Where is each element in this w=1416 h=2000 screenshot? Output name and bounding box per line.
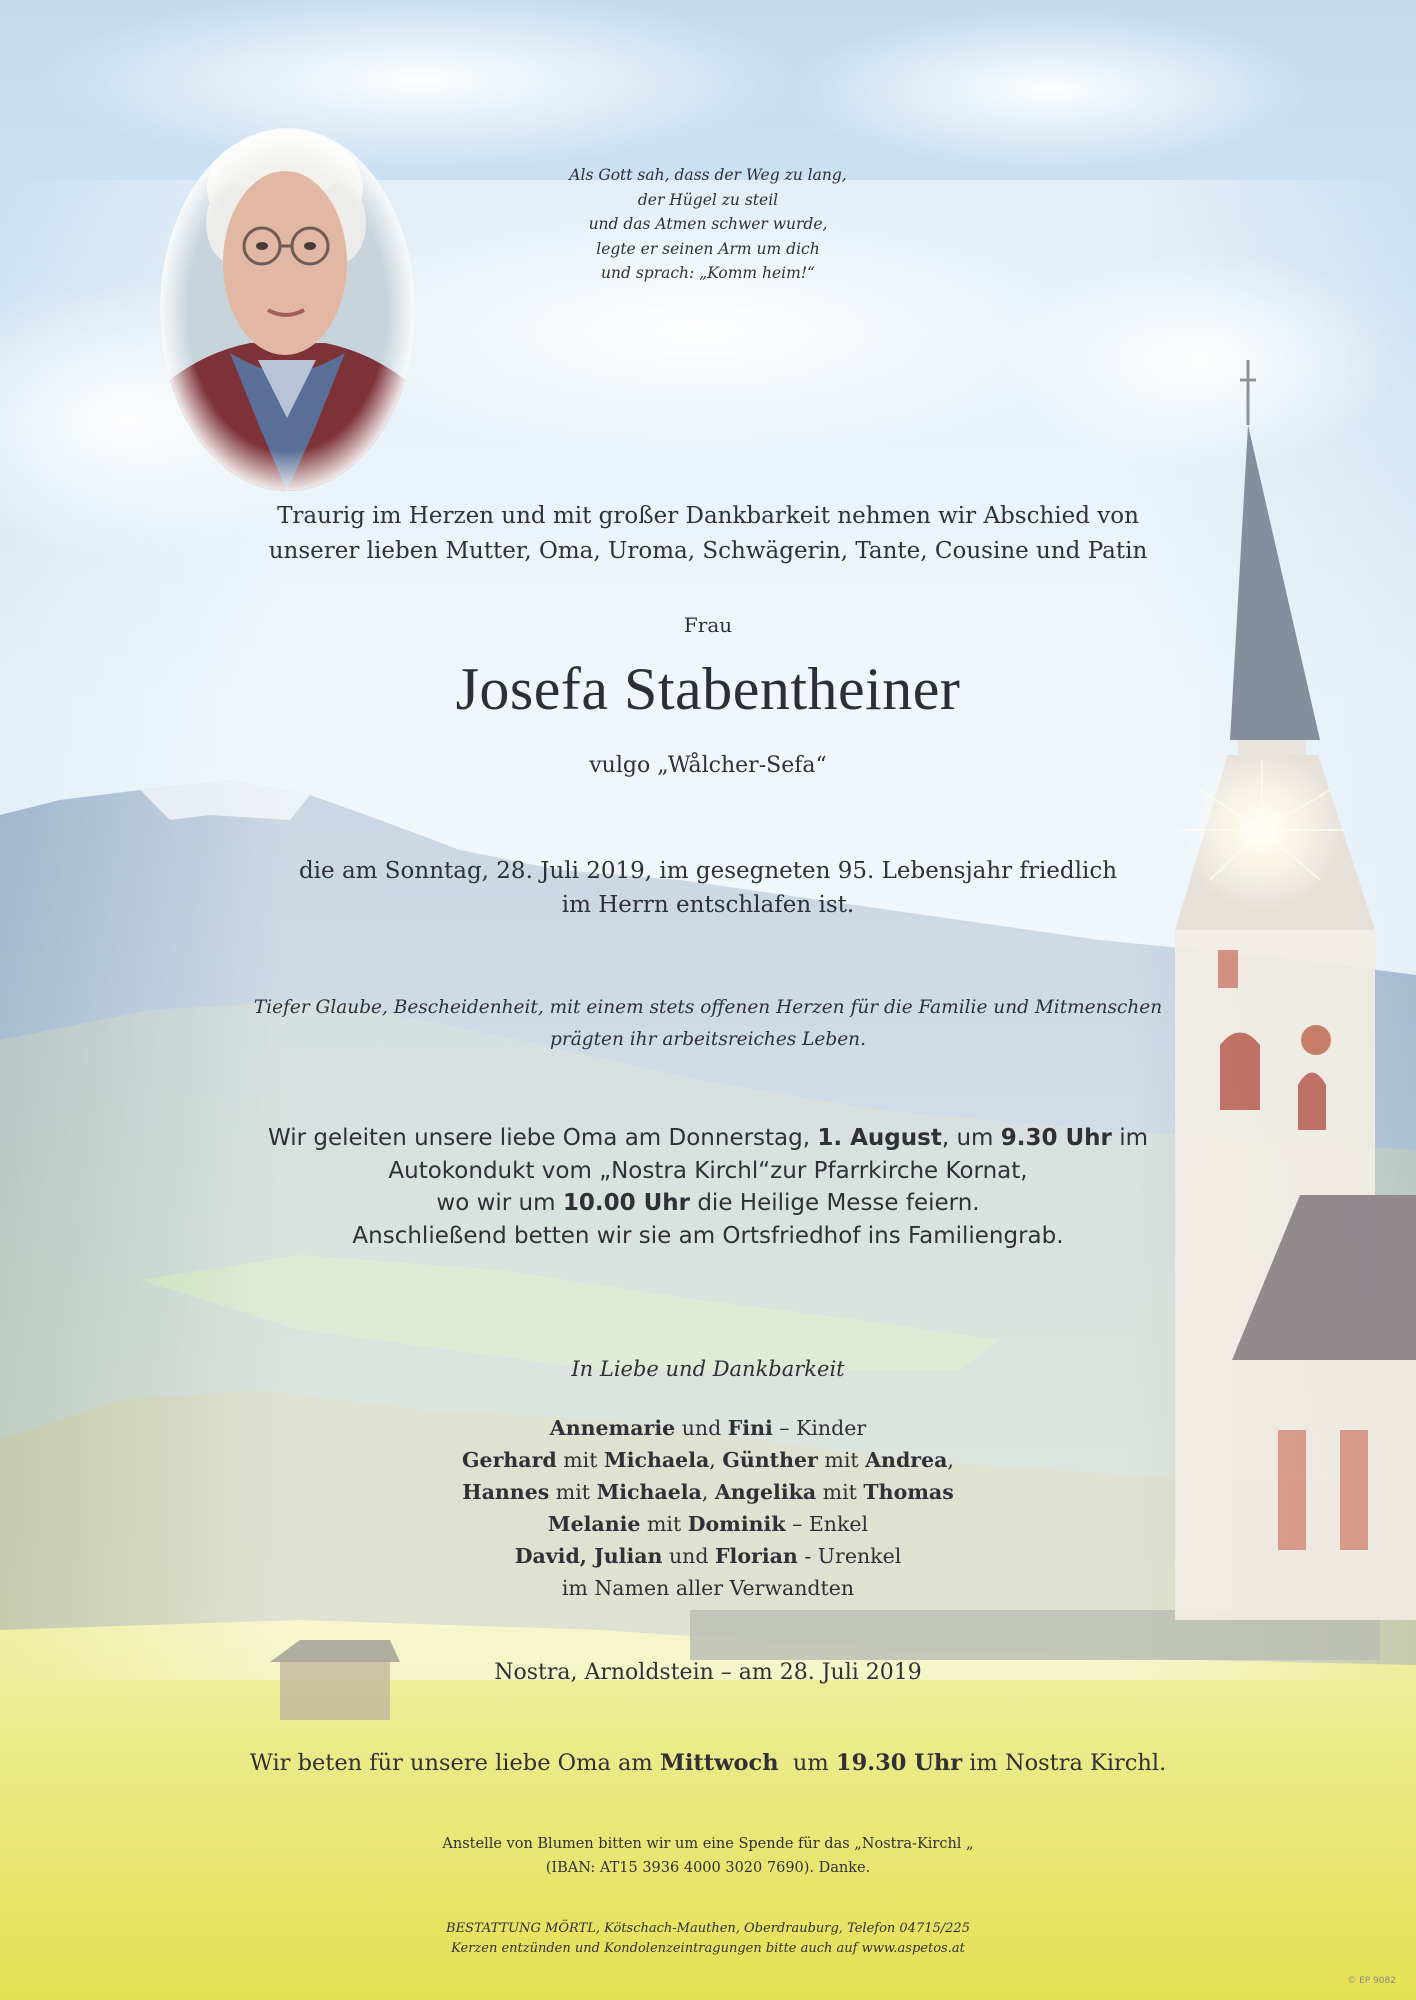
family-row: im Namen aller Verwandten — [561, 1576, 855, 1600]
funeral-details — [0, 1122, 1416, 1252]
footer-line: Kerzen entzünden und Kondolenzeintragungen bitte auch auf www.aspetos.at — [451, 1941, 965, 1956]
footer-line: BESTATTUNG MÖRTL, Kötschach-Mauthen, Oberdrauburg, Telefon 04715/225 — [446, 1921, 970, 1936]
prayer-notice: Wir beten für unsere liebe Oma am Mittwoch um 19.30 Uhr im Nostra Kirchl. — [249, 1750, 1167, 1776]
deceased-name: Josefa Stabentheiner — [455, 656, 961, 722]
family-list — [0, 1412, 1416, 1604]
closing-line: In Liebe und Dankbarkeit — [571, 1357, 845, 1381]
nickname: vulgo „Wålcher-Sefa“ — [589, 753, 827, 778]
place-date: Nostra, Arnoldstein – am 28. Juli 2019 — [494, 1660, 922, 1685]
verse-line: und sprach: „Komm heim!“ — [601, 264, 815, 282]
tribute — [0, 992, 1416, 1056]
tribute-line: prägten ihr arbeitsreiches Leben. — [550, 1029, 866, 1050]
intro-line: Traurig im Herzen und mit großer Dankbarkeit nehmen wir Abschied von — [277, 503, 1139, 529]
verse-line: legte er seinen Arm um dich — [596, 239, 820, 258]
verse-line: und das Atmen schwer wurde, — [588, 215, 828, 233]
death-line: die am Sonntag, 28. Juli 2019, im gesegneten 95. Lebensjahr friedlich — [298, 858, 1118, 884]
verse — [0, 163, 1416, 286]
donation-line: Anstelle von Blumen bitten wir um eine Spende für das „Nostra-Kirchl „ — [442, 1836, 974, 1852]
funeral-line: Autokondukt vom „Nostra Kirchl“zur Pfarrkirche Kornat, — [388, 1157, 1028, 1184]
salutation: Frau — [683, 613, 733, 637]
verse-line: der Hügel zu steil — [637, 190, 779, 209]
intro-line: unserer lieben Mutter, Oma, Uroma, Schwägerin, Tante, Cousine und Patin — [268, 538, 1148, 564]
intro-text — [0, 499, 1416, 569]
donation-line: (IBAN: AT15 3936 4000 3020 7690). Danke. — [545, 1860, 871, 1876]
death-notice — [0, 854, 1416, 922]
family-row: Melanie mit Dominik – Enkel — [547, 1512, 869, 1536]
family-row: Gerhard mit Michaela, Günther mit Andrea, — [462, 1448, 954, 1472]
family-row: Annemarie und Fini – Kinder — [549, 1416, 867, 1440]
donation-note — [0, 1832, 1416, 1880]
verse-line: Als Gott sah, dass der Weg zu lang, — [569, 166, 847, 184]
funeral-line: wo wir um 10.00 Uhr die Heilige Messe feiern. — [436, 1190, 980, 1216]
family-row: Hannes mit Michaela, Angelika mit Thomas — [462, 1480, 954, 1504]
tribute-line: Tiefer Glaube, Bescheidenheit, mit einem stets offenen Herzen für die Familie und Mitmenschen — [253, 997, 1163, 1018]
copyright-mark: © EP 9082 — [1347, 1976, 1396, 1986]
funeral-line: Wir geleiten unsere liebe Oma am Donnerstag, 1. August, um 9.30 Uhr im — [267, 1125, 1149, 1151]
funeral-home-footer — [0, 1919, 1416, 1959]
funeral-line: Anschließend betten wir sie am Ortsfriedhof ins Familiengrab. — [352, 1222, 1064, 1249]
family-row: David, Julian und Florian - Urenkel — [514, 1544, 902, 1568]
death-line: im Herrn entschlafen ist. — [561, 892, 855, 918]
